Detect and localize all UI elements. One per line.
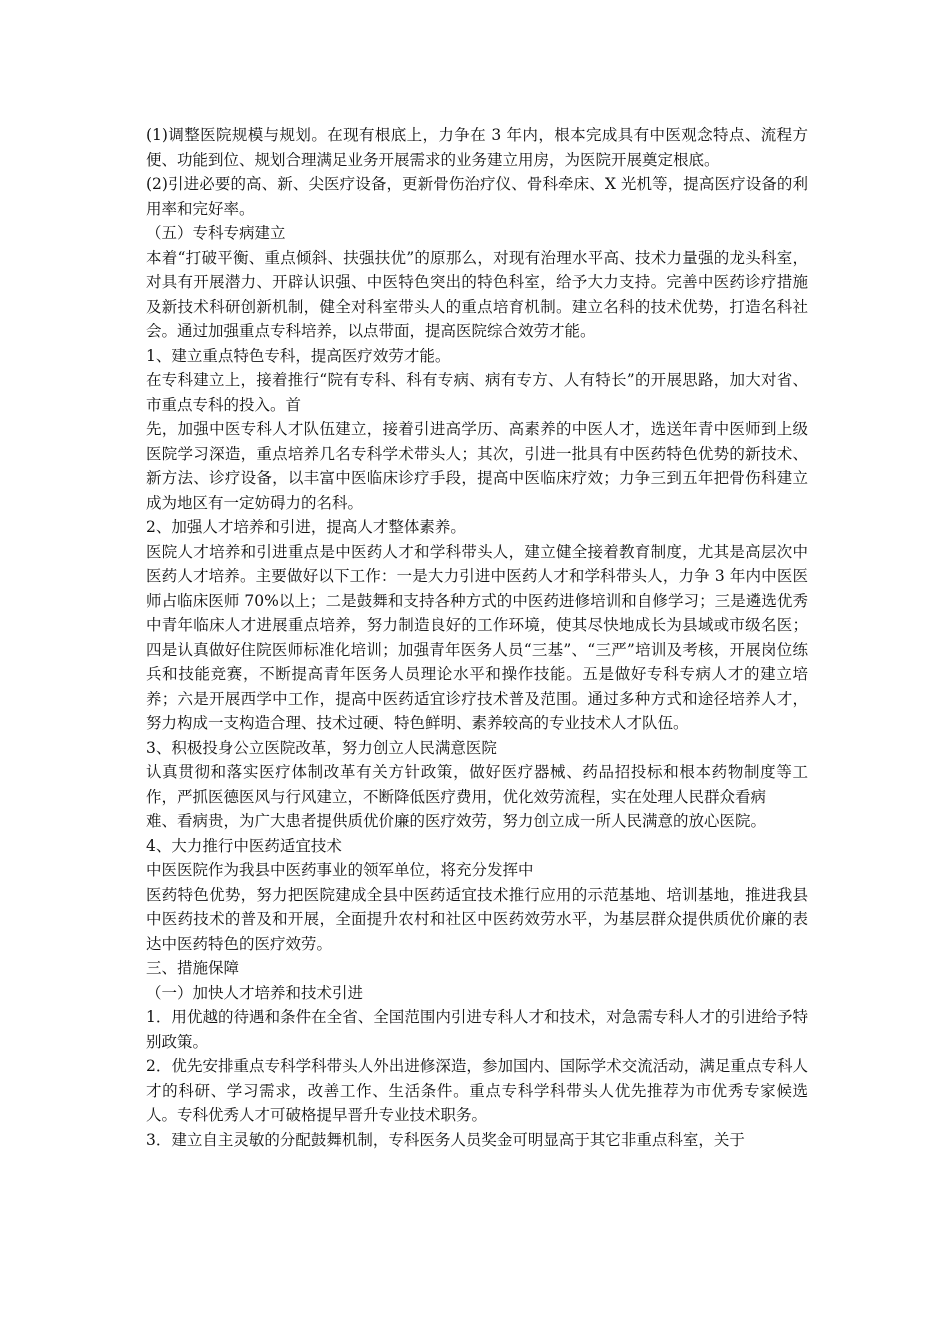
paragraph-10: 医药特色优势，努力把医院建成全县中医药适宜技术推行应用的示范基地、培训基地，推进我县中医药技术的普及和开展，全面提升农村和社区中医药效劳水平，为基层群众提供质优价廉的表达中医药特色的医疗效劳。 [146,885,808,953]
subheading-2: 2、加强人才培养和引进，提高人才整体素养。 [146,518,466,536]
subheading-1: 1、建立重点特色专科，提高医疗效劳才能。 [146,346,451,365]
section-heading-3: 三、措施保障 [146,959,240,977]
list-item-2: 2．优先安排重点专科学科带头人外出进修深造，参加国内、国际学术交流活动，满足重点专科人才的科研、学习需求，改善工作、生活条件。重点专科学科带头人优先推荐为市优秀专家候选人。专科优秀人才可破格提早晋升专业技术职务。 [146,1057,808,1124]
subheading-3: 3、积极投身公立医院改革，努力创立人民满意医院 [146,738,497,757]
paragraph-8: 难、看病贵，为广大患者提供质优价廉的医疗效劳，努力创立成一所人民满意的放心医院。 [146,812,767,830]
list-item-3: 3．建立自主灵敏的分配鼓舞机制，专科医务人员奖金可明显高于其它非重点科室，关于 [146,1130,745,1149]
paragraph-9: 中医医院作为我县中医药事业的领军单位，将充分发挥中 [146,861,534,879]
paragraph-1: (1)调整医院规模与规划。在现有根底上，力争在 3 年内，根本完成具有中医观念特点、流程方便、功能到位、规划合理满足业务开展需求的业务建立用房，为医院开展奠定根底。 [146,126,808,169]
paragraph-3: 本着“打破平衡、重点倾斜、扶强扶优”的原那么，对现有治理水平高、技术力量强的龙头科室，对具有开展潜力、开辟认识强、中医特色突出的特色科室，给予大力支持。完善中医药诊疗措施及新技术科研创新机制，健全对科室带头人的重点培育机制。建立名科的技术优势，打造名科社会。通过加强重点专科培养，以点带面，提高医院综合效劳才能。 [146,248,808,340]
paragraph-4: 在专科建立上，接着推行“院有专科、科有专病、病有专方、人有特长”的开展思路，加大对省、市重点专科的投入。首 [146,371,808,414]
paragraph-7: 认真贯彻和落实医疗体制改革有关方针政策，做好医疗器械、药品招投标和根本药物制度等工作，严抓医德医风与行风建立，不断降低医疗费用，优化效劳流程，实在处理人民群众看病 [146,763,808,806]
document-body [146,123,808,1152]
paragraph-6: 医院人才培养和引进重点是中医药人才和学科带头人，建立健全接着教育制度，尤其是高层次中医药人才培养。主要做好以下工作：一是大力引进中医药人才和学科带头人，力争 3 年内中医医师占临床医师 70%以上；二是鼓舞和支持各种方式的中医药进修培训和自修学习；三是遴选优秀中青年临床人才进展重点培养，努力制造良好的工作环境，使其尽快地成长为县域或市级名医；四是认真做好住院医师标准化培训；加强青年医务人员“三基”、“三严”培训及考核，开展岗位练兵和技能竞赛，不断提高青年医务人员理论水平和操作技能。五是做好专科专病人才的建立培养；六是开展西学中工作，提高中医药适宜诊疗技术普及范围。通过多种方式和途径培养人才，努力构成一支构造合理、技术过硬、特色鲜明、素养较高的专业技术人才队伍。 [146,542,808,732]
section-heading-3-1: （一）加快人才培养和技术引进 [146,983,364,1002]
subheading-4: 4、大力推行中医药适宜技术 [146,836,342,855]
paragraph-2: (2)引进必要的高、新、尖医疗设备，更新骨伤治疗仪、骨科牵床、X 光机等，提高医疗设备的利用率和完好率。 [146,175,808,218]
paragraph-5: 先，加强中医专科人才队伍建立，接着引进高学历、高素养的中医人才，选送年青中医师到上级医院学习深造，重点培养几名专科学术带头人；其次，引进一批具有中医药特色优势的新技术、新方法、诊疗设备，以丰富中医临床诊疗手段，提高中医临床疗效；力争三到五年把骨伤科建立成为地区有一定妨碍力的名科。 [146,420,808,512]
section-heading-5: （五）专科专病建立 [146,224,286,242]
list-item-1: 1．用优越的待遇和条件在全省、全国范围内引进专科人才和技术，对急需专科人才的引进给予特别政策。 [146,1008,808,1051]
